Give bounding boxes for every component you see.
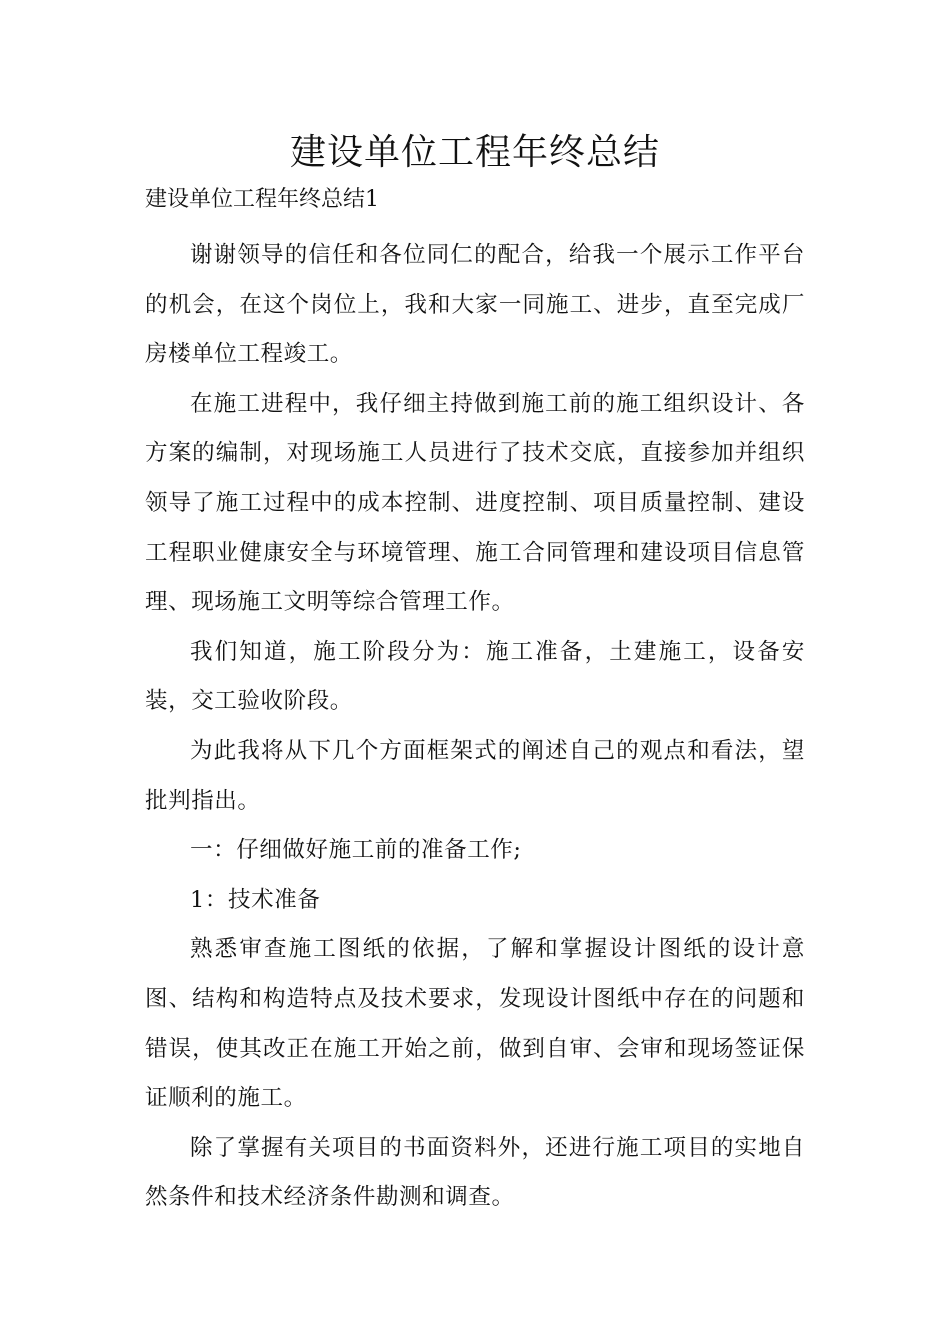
paragraph: 熟悉审查施工图纸的依据，了解和掌握设计图纸的设计意图、结构和构造特点及技术要求，发现设计图纸中存在的问题和错误，使其改正在施工开始之前，做到自审、会审和现场签证保证顺利的施工。: [145, 936, 805, 1112]
paragraph: 我们知道，施工阶段分为：施工准备，土建施工，设备安装，交工验收阶段。: [145, 638, 805, 715]
document-title: 建设单位工程年终总结: [289, 132, 660, 173]
paragraph: 除了掌握有关项目的书面资料外，还进行施工项目的实地自然条件和技术经济条件勘测和调查。: [145, 1134, 805, 1211]
paragraph: 为此我将从下几个方面框架式的阐述自己的观点和看法，望批判指出。: [145, 737, 805, 814]
document-body: [145, 231, 805, 1223]
section-heading: 一：仔细做好施工前的准备工作;: [190, 837, 522, 864]
paragraph: 在施工进程中，我仔细主持做到施工前的施工组织设计、各方案的编制，对现场施工人员进行了技术交底，直接参加并组织领导了施工过程中的成本控制、进度控制、项目质量控制、建设工程职业健康安全与环境管理、施工合同管理和建设项目信息管理、现场施工文明等综合管理工作。: [145, 390, 805, 616]
paragraph: 谢谢领导的信任和各位同仁的配合，给我一个展示工作平台的机会，在这个岗位上，我和大家一同施工、进步，直至完成厂房楼单位工程竣工。: [145, 242, 805, 368]
subsection-heading: 1：技术准备: [190, 886, 321, 913]
document-subtitle: 建设单位工程年终总结1: [145, 187, 379, 212]
